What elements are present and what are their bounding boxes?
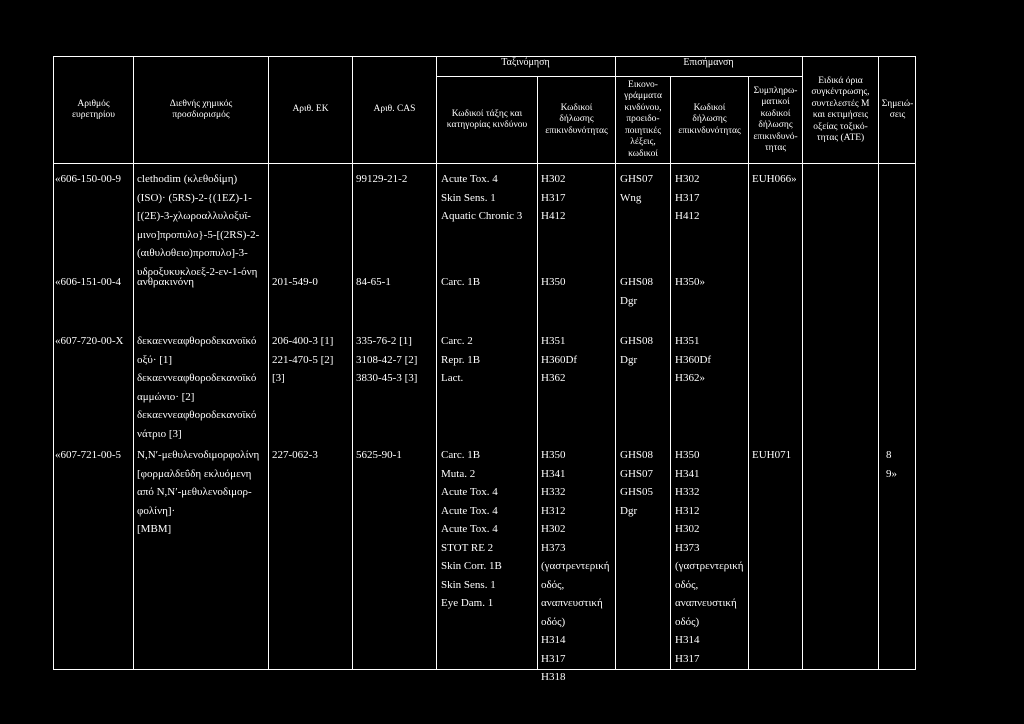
- cell-h-classification: H350: [541, 276, 566, 288]
- cell-ec: 227-062-3: [272, 449, 318, 461]
- cell-ec: 206-400-3 [1] 221-470-5 [2] [3]: [272, 335, 334, 384]
- cell-chemical-name: clethodim (κλεθοδίμη) (ISO)· (5RS)-2-{(1EZ)-1- [(2E)-3-χλωροαλλυλοξυϊ- μινο]προπυλο}-5-[(2RS)-2- (αιθυλοθειο)προπυλο]-3- υδροξυκυκλοεξ-2-εν-1-όνη: [137, 173, 260, 278]
- cell-h-labelling: H350 H341 H332 H312 H302 H373 (γαστρεντερική οδός, αναπνευστική οδός) H314 H317: [675, 449, 744, 665]
- header-index: Αριθμός ευρετηρίου: [72, 98, 115, 120]
- group-header-classification: Ταξινόμηση: [501, 57, 550, 68]
- col-divider: [670, 76, 671, 670]
- cell-cas: 84-65-1: [356, 276, 391, 288]
- group-header-labelling: Επισήμανση: [683, 57, 734, 68]
- header-hazard-class: Κωδικοί τάξης και κατηγορίας κινδύνου: [446, 108, 528, 130]
- cell-supplementary: EUH071: [752, 449, 792, 461]
- cell-cas: 5625-90-1: [356, 449, 402, 461]
- header-hazard-statement-classification: Κωδικοί δήλωσης επικινδυνότητας: [545, 102, 608, 136]
- cell-chemical-name: ανθρακινόνη: [137, 276, 194, 288]
- cell-index: «606-150-00-9: [55, 173, 121, 185]
- header-ec-number: Αριθ. ΕΚ: [292, 104, 329, 115]
- cell-hazard-class: Carc. 1B Muta. 2 Acute Tox. 4 Acute Tox. 4 Acute Tox. 4 STOT RE 2 Skin Corr. 1B Skin Sens. 1 Eye Dam. 1: [441, 449, 502, 609]
- cell-pictogram: GHS07 Wng: [620, 173, 654, 204]
- cell-index: «607-721-00-5: [55, 449, 121, 461]
- header-concentration-limits: Ειδικά όρια συγκέντρωσης, συντελεστές Μ και εκτιμήσεις οξείας τοξικό- τητας (ΑΤΕ): [811, 75, 870, 143]
- cell-hazard-class: Carc. 1B: [441, 276, 481, 288]
- cell-index: «607-720-00-X: [55, 335, 124, 347]
- cell-h-classification: H350 H341 H332 H312 H302 H373 (γαστρεντερική οδός, αναπνευστική οδός) H314 H317 H318: [541, 449, 610, 683]
- cell-ec: 201-549-0: [272, 276, 318, 288]
- cell-chemical-name: N,N′-μεθυλενοδιμορφολίνη [φορμαλδεΰδη εκλυόμενη από N,N′-μεθυλενοδιμορ- φολίνη]· [MBM]: [137, 449, 260, 535]
- cell-cas: 335-76-2 [1] 3108-42-7 [2] 3830-45-3 [3]: [356, 335, 418, 384]
- col-divider: [748, 76, 749, 670]
- cell-hazard-class: Carc. 2 Repr. 1B Lact.: [441, 335, 481, 384]
- cell-notes: 8 9»: [886, 449, 897, 480]
- cell-h-labelling: H351 H360Df H362»: [675, 335, 712, 384]
- header-notes: Σημειώ- σεις: [881, 98, 914, 120]
- cell-cas: 99129-21-2: [356, 173, 408, 185]
- cell-pictogram: GHS08 GHS07 GHS05 Dgr: [620, 449, 654, 517]
- header-supplementary: Συμπληρω- ματικοί κωδικοί δήλωσης επικινδυνό- τητας: [753, 85, 798, 153]
- header-chemical-name: Διεθνής χημικός προσδιορισμός: [169, 98, 233, 120]
- cell-supplementary: EUH066»: [752, 173, 797, 185]
- cell-chemical-name: δεκαεννεαφθοροδεκανοϊκό οξύ· [1] δεκαεννεαφθοροδεκανοϊκό αμμώνιο· [2] δεκαεννεαφθοροδεκανοϊκό νάτριο [3]: [137, 335, 257, 440]
- cell-h-classification: H351 H360Df H362: [541, 335, 578, 384]
- header-pictogram: Εικονο- γράμματα κινδύνου, προειδο- ποιητικές λέξεις, κωδικοί: [624, 79, 662, 159]
- cell-h-classification: H302 H317 H412: [541, 173, 566, 222]
- cell-pictogram: GHS08 Dgr: [620, 335, 654, 366]
- header-hazard-statement-labelling: Κωδικοί δήλωσης επικινδυνότητας: [678, 102, 741, 136]
- cell-h-labelling: H302 H317 H412: [675, 173, 700, 222]
- header-bottom-line: [53, 163, 916, 164]
- cell-h-labelling: H350»: [675, 276, 705, 288]
- cell-index: «606-151-00-4: [55, 276, 121, 288]
- cell-pictogram: GHS08 Dgr: [620, 276, 654, 307]
- cell-hazard-class: Acute Tox. 4 Skin Sens. 1 Aquatic Chronic 3: [441, 173, 523, 222]
- col-divider: [537, 76, 538, 670]
- header-cas-number: Αριθ. CAS: [373, 104, 416, 115]
